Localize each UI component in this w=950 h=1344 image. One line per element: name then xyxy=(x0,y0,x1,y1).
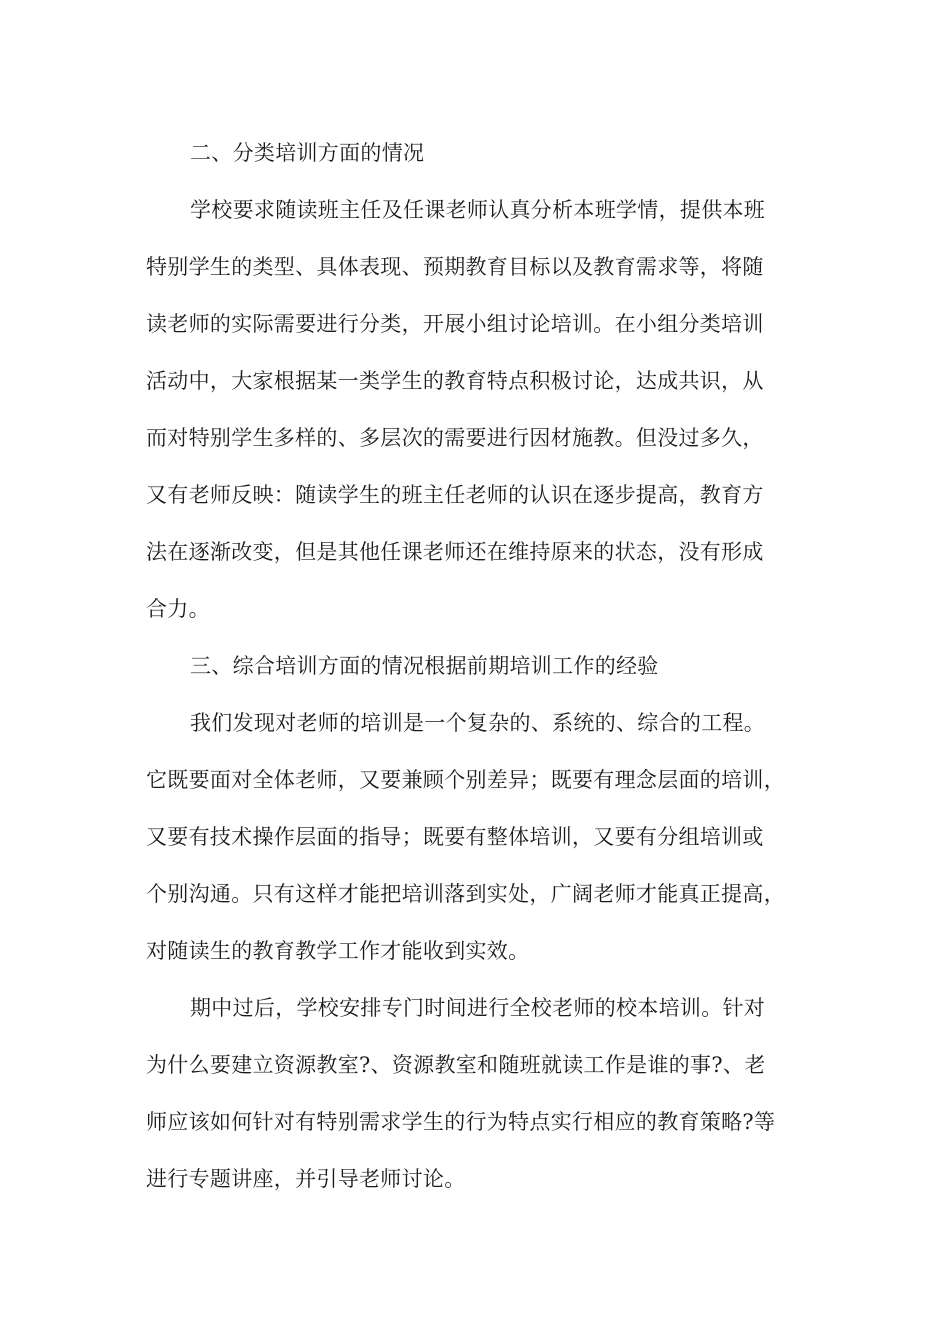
paragraph-line: 我们发现对老师的培训是一个复杂的、系统的、综合的工程。 xyxy=(190,711,766,735)
paragraph-line: 它既要面对全体老师，又要兼顾个别差异；既要有理念层面的培训， xyxy=(146,768,785,792)
paragraph-line: 特别学生的类型、具体表现、预期教育目标以及教育需求等，将随 xyxy=(146,255,764,279)
paragraph-line: 学校要求随读班主任及任课老师认真分析本班学情，提供本班 xyxy=(190,198,766,222)
paragraph-line: 又有老师反映：随读学生的班主任老师的认识在逐步提高，教育方 xyxy=(146,483,764,507)
paragraph-line: 合力。 xyxy=(146,597,210,621)
paragraph-line: 法在逐渐改变，但是其他任课老师还在维持原来的状态，没有形成 xyxy=(146,540,764,564)
paragraph-line: 活动中，大家根据某一类学生的教育特点积极讨论，达成共识，从 xyxy=(146,369,764,393)
section-2-heading: 二、分类培训方面的情况 xyxy=(190,141,425,165)
section-3-heading: 三、综合培训方面的情况根据前期培训工作的经验 xyxy=(190,654,659,678)
paragraph-line: 师应该如何针对有特别需求学生的行为特点实行相应的教育策略?等 xyxy=(146,1110,776,1134)
paragraph-line: 进行专题讲座，并引导老师讨论。 xyxy=(146,1167,466,1191)
paragraph-line: 对随读生的教育教学工作才能收到实效。 xyxy=(146,939,530,963)
paragraph-line: 读老师的实际需要进行分类，开展小组讨论培训。在小组分类培训 xyxy=(146,312,764,336)
paragraph-line: 个别沟通。只有这样才能把培训落到实处，广阔老师才能真正提高， xyxy=(146,882,785,906)
paragraph-line: 期中过后，学校安排专门时间进行全校老师的校本培训。针对 xyxy=(190,996,766,1020)
paragraph-line: 而对特别学生多样的、多层次的需要进行因材施教。但没过多久， xyxy=(146,426,764,450)
paragraph-line: 又要有技术操作层面的指导；既要有整体培训，又要有分组培训或 xyxy=(146,825,764,849)
paragraph-line: 为什么要建立资源教室?、资源教室和随班就读工作是谁的事?、老 xyxy=(146,1053,766,1077)
